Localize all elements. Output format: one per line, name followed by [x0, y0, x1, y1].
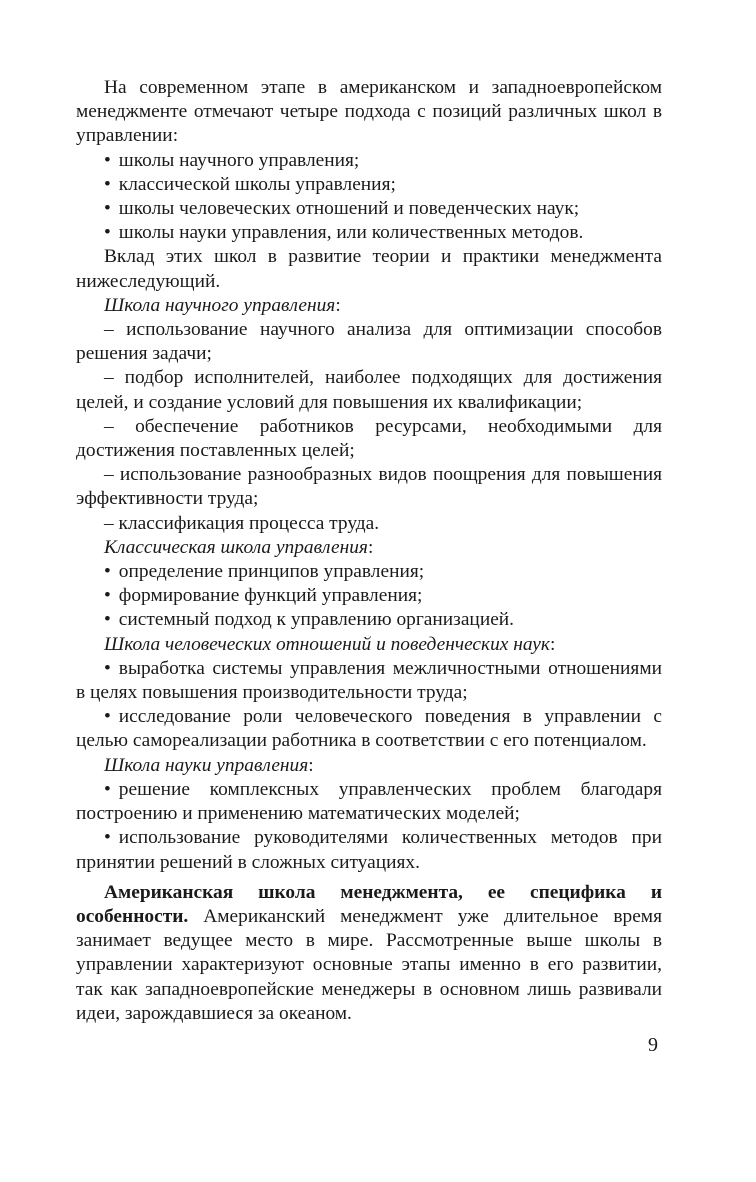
- scientific-item: – обеспечение работников ресурсами, необходимыми для достижения поставленных целей;: [76, 415, 662, 462]
- approach-item: • школы научного управления;: [76, 149, 662, 173]
- approach-item: • школы науки управления, или количественных методов.: [76, 221, 662, 245]
- scientific-heading-line: [76, 294, 662, 318]
- american-bold-lead: Американская школа менеджмента, ее специфика и особенности.: [76, 881, 662, 927]
- heading-colon: :: [367, 536, 374, 558]
- heading-colon: :: [335, 294, 341, 316]
- classical-item: • формирование функций управления;: [76, 584, 662, 608]
- heading-colon: :: [549, 633, 556, 655]
- human-heading-line: [76, 633, 662, 657]
- science-item: • решение комплексных управленческих проблем благодаря построению и применению математических моделей;: [76, 778, 662, 826]
- classical-item: • системный подход к управлению организацией.: [76, 608, 662, 632]
- scientific-item: – использование научного анализа для оптимизации способов решения задачи;: [76, 319, 662, 365]
- classical-item: • определение принципов управления;: [76, 560, 662, 584]
- approach-item: • школы человеческих отношений и поведенческих наук;: [76, 197, 662, 221]
- scientific-item: – использование разнообразных видов поощрения для повышения эффективности труда;: [76, 464, 662, 510]
- human-heading: Школа человеческих отношений и поведенческих наук: [104, 633, 550, 655]
- american-paragraph: [76, 881, 662, 1026]
- american-text: Американский менеджмент уже длительное время занимает ведущее место в мире. Рассмотренные выше школы в управлении характеризуют основные этапы именно в его развитии, так как западноевропейские менеджеры в основном лишь развивали идеи, зарождавшиеся за океаном.: [76, 905, 662, 1024]
- scientific-heading: Школа научного управления: [104, 294, 336, 316]
- human-item: • исследование роли человеческого поведения в управлении с целью самореализации работника в соответствии с его потенциалом.: [76, 705, 662, 753]
- science-heading-line: [76, 754, 662, 778]
- intro-paragraph: На современном этапе в американском и западноевропейском менеджменте отмечают четыре подхода с позиций различных школ в управлении:: [76, 77, 662, 147]
- heading-colon: :: [308, 754, 314, 776]
- classical-heading: Классическая школа управления: [104, 536, 368, 558]
- human-item: • выработка системы управления межличностными отношениями в целях повышения производительности труда;: [76, 657, 662, 705]
- science-heading: Школа науки управления: [104, 754, 309, 776]
- page-number: 9: [648, 1034, 658, 1056]
- page-text: [76, 76, 662, 1026]
- contribution-paragraph: Вклад этих школ в развитие теории и практики менеджмента нижеследующий.: [76, 246, 662, 292]
- scientific-item: – подбор исполнителей, наиболее подходящих для достижения целей, и создание условий для повышения их квалификации;: [76, 367, 662, 413]
- science-item: • использование руководителями количественных методов при принятии решений в сложных ситуациях.: [76, 826, 662, 874]
- classical-heading-line: [76, 536, 662, 560]
- approach-item: • классической школы управления;: [76, 173, 662, 197]
- scientific-item: – классификация процесса труда.: [104, 512, 380, 534]
